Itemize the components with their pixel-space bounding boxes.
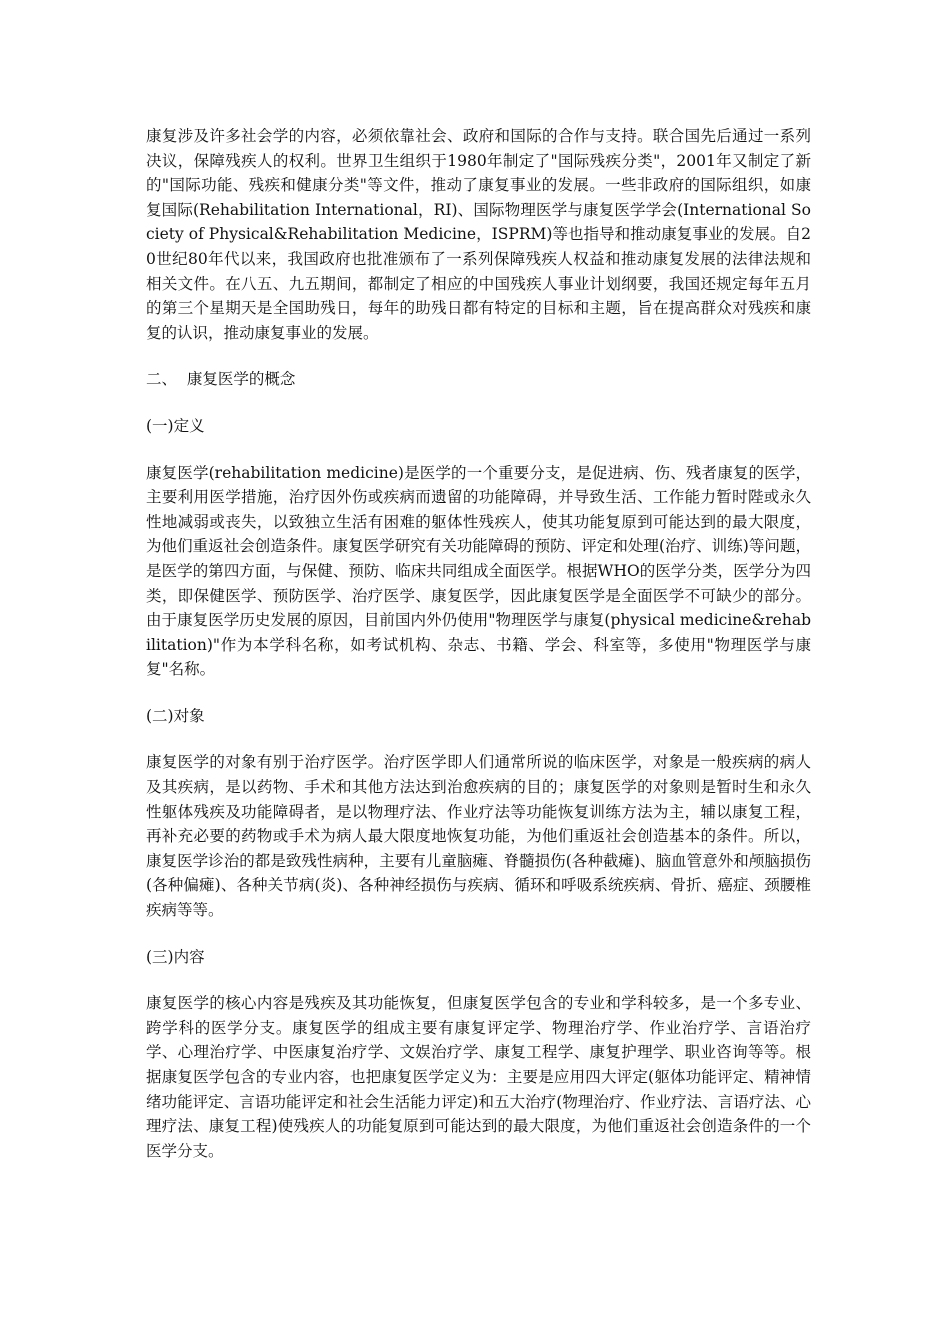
subheading-definition: (一)定义 <box>146 416 205 435</box>
intro-paragraph: 康复涉及许多社会学的内容，必须依靠社会、政府和国际的合作与支持。联合国先后通过一系列决议，保障残疾人的权利。世界卫生组织于1980年制定了"国际残疾分类"，2001年又制定了新的"国际功能、残疾和健康分类"等文件，推动了康复事业的发展。一些非政府的国际组织，如康复国际(Rehabilitation International，RI)、国际物理医学与康复医学学会(International Society of Physical&Rehabilitation Medicine，ISPRM)等也指导和推动康复事业的发展。自20世纪80年代以来，我国政府也批准颁布了一系列保障残疾人权益和推动康复发展的法律法规和相关文件。在八五、九五期间，都制定了相应的中国残疾人事业计划纲要，我国还规定每年五月的第三个星期天是全国助残日，每年的助残日都有特定的目标和主题，旨在提高群众对残疾和康复的认识，推动康复事业的发展。 <box>146 127 811 342</box>
object-paragraph: 康复医学的对象有别于治疗医学。治疗医学即人们通常所说的临床医学，对象是一般疾病的病人及其疾病，是以药物、手术和其他方法达到治愈疾病的目的；康复医学的对象则是暂时生和永久性躯体残疾及功能障碍者，是以物理疗法、作业疗法等功能恢复训练方法为主，辅以康复工程，再补充必要的药物或手术为病人最大限度地恢复功能，为他们重返社会创造基本的条件。所以，康复医学诊治的都是致残性病种，主要有儿童脑瘫、脊髓损伤(各种截瘫)、脑血管意外和颅脑损伤(各种偏瘫)、各种关节病(炎)、各种神经损伤与疾病、循环和呼吸系统疾病、骨折、癌症、颈腰椎疾病等等。 <box>146 753 811 920</box>
subheading-object: (二)对象 <box>146 706 205 725</box>
content-paragraph: 康复医学的核心内容是残疾及其功能恢复，但康复医学包含的专业和学科较多，是一个多专业、跨学科的医学分支。康复医学的组成主要有康复评定学、物理治疗学、作业治疗学、言语治疗学、心理治疗学、中医康复治疗学、文娱治疗学、康复工程学、康复护理学、职业咨询等等。根据康复医学包含的专业内容，也把康复医学定义为：主要是应用四大评定(躯体功能评定、精神情绪功能评定、言语功能评定和社会生活能力评定)和五大治疗(物理治疗、作业疗法、言语疗法、心理疗法、康复工程)使残疾人的功能复原到可能达到的最大限度，为他们重返社会创造条件的一个医学分支。 <box>146 994 811 1160</box>
definition-paragraph: 康复医学(rehabilitation medicine)是医学的一个重要分支，是促进病、伤、残者康复的医学，主要利用医学措施，治疗因外伤或疾病而遗留的功能障碍，并导致生活、工作能力暂时陛或永久性地减弱或丧失，以致独立生活有困难的躯体性残疾人，使其功能复原到可能达到的最大限度，为他们重返社会创造条件。康复医学研究有关功能障碍的预防、评定和处理(治疗、训练)等问题，是医学的第四方面，与保健、预防、临床共同组成全面医学。根据WHO的医学分类，医学分为四类，即保健医学、预防医学、治疗医学、康复医学，因此康复医学是全面医学不可缺少的部分。由于康复医学历史发展的原因，目前国内外仍使用"物理医学与康复(physical medicine&rehabilitation)"作为本学科名称，如考试机构、杂志、书籍、学会、科室等，多使用"物理医学与康复"名称。 <box>146 463 811 679</box>
document-body <box>146 124 811 1185</box>
subheading-content: (三)内容 <box>146 947 205 966</box>
section-heading-concept: 二、 康复医学的概念 <box>146 370 296 389</box>
